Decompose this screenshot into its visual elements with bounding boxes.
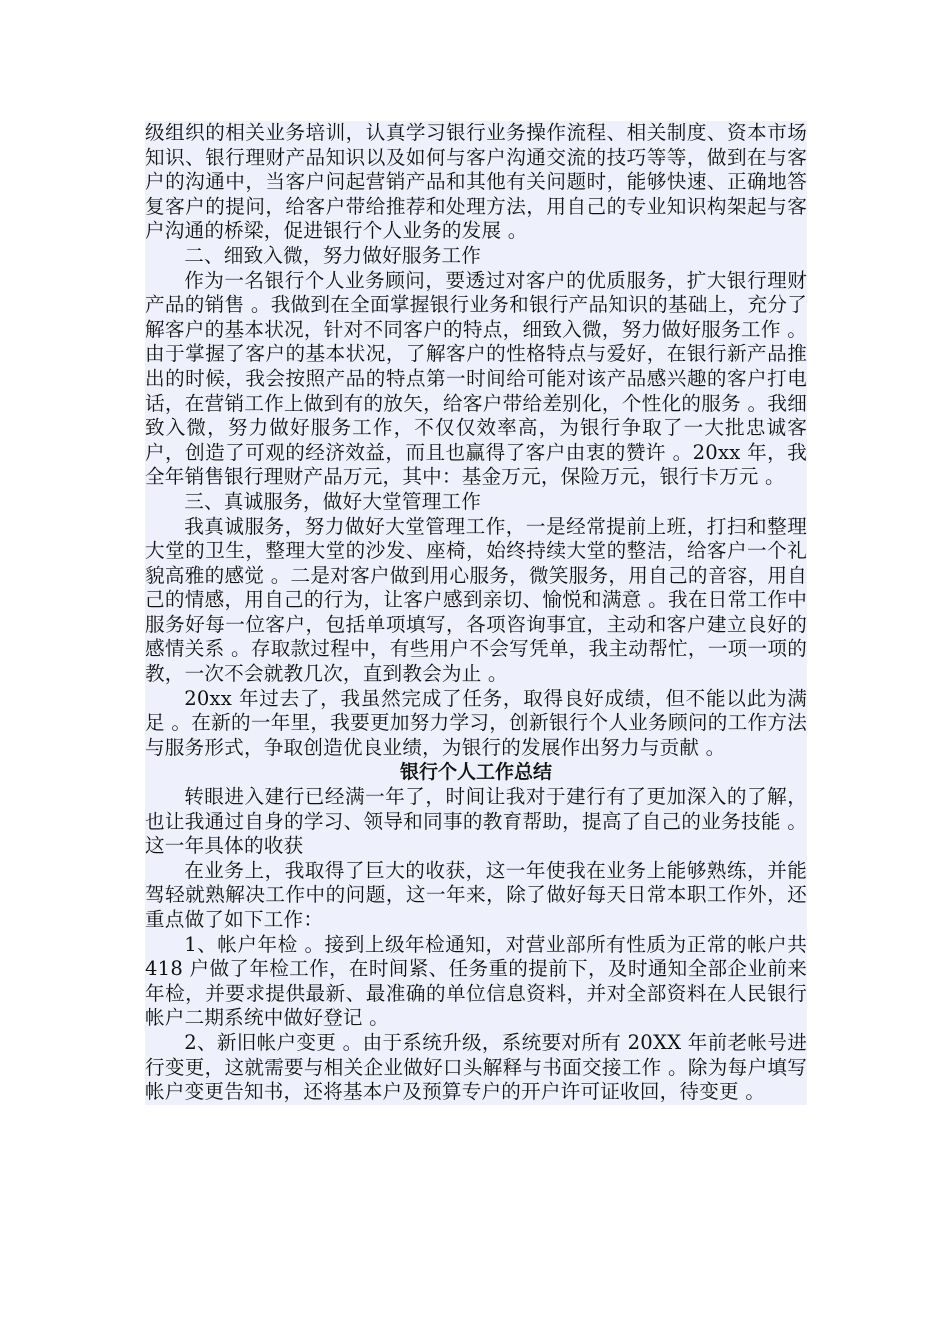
- paragraph-account-change: 2、新旧帐户变更 。由于系统升级，系统要对所有 20XX 年前老帐号进行变更，这就需要与相关企业做好口头解释与书面交接工作 。除为每户填写帐户变更告知书，还将基本户及预算专户的开户许可证收回，待变更 。: [145, 1030, 807, 1104]
- document-page: [145, 121, 807, 1105]
- section-heading-lobby: 三、真诚服务，做好大堂管理工作: [145, 490, 807, 515]
- document-title: 银行个人工作总结: [145, 760, 807, 785]
- paragraph-service: 作为一名银行个人业务顾问，要透过对客户的优质服务，扩大银行理财产品的销售 。我做到在全面掌握银行业务和银行产品知识的基础上，充分了解客户的基本状况，针对不同客户的特点，细致入微，努力做好服务工作 。由于掌握了客户的基本状况，了解客户的性格特点与爱好，在银行新产品推出的时候，我会按照产品的特点第一时间给可能对该产品感兴趣的客户打电话，在营销工作上做到有的放矢，给客户带给差别化，个性化的服务 。我细致入微，努力做好服务工作，不仅仅效率高，为银行争取了一大批忠诚客户，创造了可观的经济效益，而且也赢得了客户由衷的赞许 。20xx 年，我全年销售银行理财产品万元，其中：基金万元，保险万元，银行卡万元 。: [145, 268, 807, 489]
- paragraph-business: 在业务上，我取得了巨大的收获，这一年使我在业务上能够熟练，并能驾轻就熟解决工作中的问题，这一年来，除了做好每天日常本职工作外，还重点做了如下工作：: [145, 858, 807, 931]
- paragraph-conclusion: 20xx 年过去了，我虽然完成了任务，取得良好成绩，但不能以此为满足 。在新的一年里，我要更加努力学习，创新银行个人业务顾问的工作方法与服务形式，争取创造优良业绩，为银行的发展作出努力与贡献 。: [145, 686, 807, 759]
- paragraph-lobby: 我真诚服务，努力做好大堂管理工作，一是经常提前上班，打扫和整理大堂的卫生，整理大堂的沙发、座椅，始终持续大堂的整洁，给客户一个礼貌高雅的感觉 。二是对客户做到用心服务，微笑服务，用自己的音容，用自己的情感，用自己的行为，让客户感到亲切、愉悦和满意 。我在日常工作中服务好每一位客户，包括单项填写，各项咨询事宜，主动和客户建立良好的感情关系 。存取款过程中，有些用户不会写凭单，我主动帮忙，一项一项的教，一次不会就教几次，直到教会为止 。: [145, 514, 807, 686]
- paragraph-training: 级组织的相关业务培训，认真学习银行业务操作流程、相关制度、资本市场知识、银行理财产品知识以及如何与客户沟通交流的技巧等等，做到在与客户的沟通中，当客户问起营销产品和其他有关问题时，能够快速、正确地答复客户的提问，给客户带给推荐和处理方法，用自己的专业知识构架起与客户沟通的桥梁，促进银行个人业务的发展 。: [145, 121, 807, 243]
- paragraph-intro: 转眼进入建行已经满一年了，时间让我对于建行有了更加深入的了解，也让我通过自身的学习、领导和同事的教育帮助，提高了自己的业务技能 。这一年具体的收获: [145, 785, 807, 858]
- paragraph-annual-check: 1、帐户年检 。接到上级年检通知，对营业部所有性质为正常的帐户共 418 户做了年检工作，在时间紧、任务重的提前下，及时通知全部企业前来年检，并要求提供最新、最准确的单位信息资料，并对全部资料在人民银行帐户二期系统中做好登记 。: [145, 932, 807, 1030]
- section-heading-service: 二、细致入微，努力做好服务工作: [145, 244, 807, 269]
